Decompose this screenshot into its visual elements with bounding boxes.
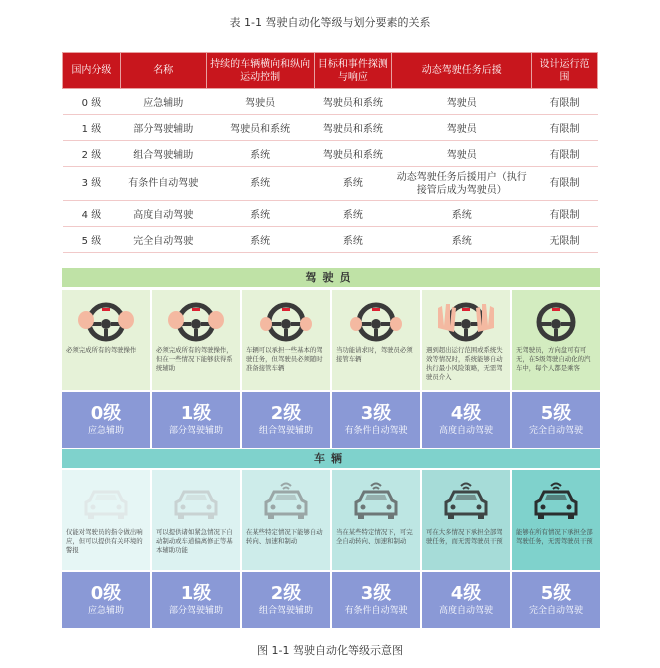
card-description: 无驾驶员，方向盘可有可无，在5级驾驶自动化的汽车中，每个人都是乘客 bbox=[516, 346, 591, 372]
table-cell: 动态驾驶任务后援用户（执行接管后成为驾驶员） bbox=[392, 167, 532, 201]
level-tile bbox=[242, 392, 330, 448]
table-cell: 有条件自动驾驶 bbox=[120, 167, 206, 201]
level-number: 2级 bbox=[270, 583, 302, 604]
vehicle-card bbox=[422, 470, 510, 570]
level-tile bbox=[512, 572, 600, 628]
table-header: 设计运行范围 bbox=[532, 53, 598, 89]
driver-card bbox=[332, 290, 420, 390]
level-name: 有条件自动驾驶 bbox=[344, 426, 408, 436]
level-name: 完全自动驾驶 bbox=[528, 426, 583, 436]
table-row bbox=[63, 115, 598, 141]
driver-card bbox=[62, 290, 150, 390]
table-cell: 驾驶员和系统 bbox=[314, 141, 392, 167]
level-tile bbox=[62, 572, 150, 628]
level-name: 有条件自动驾驶 bbox=[344, 606, 408, 616]
table-header: 持续的车辆横向和纵向运动控制 bbox=[206, 53, 314, 89]
steering-wheel-icon bbox=[242, 298, 330, 344]
driver-card bbox=[242, 290, 330, 390]
table-cell: 驾驶员 bbox=[392, 141, 532, 167]
vehicle-section-title: 车辆 bbox=[62, 449, 600, 468]
level-number: 2级 bbox=[270, 403, 302, 424]
table-row bbox=[63, 141, 598, 167]
vehicle-card bbox=[152, 470, 240, 570]
table-cell: 驾驶员和系统 bbox=[206, 115, 314, 141]
table-cell: 部分驾驶辅助 bbox=[120, 115, 206, 141]
table-row bbox=[63, 89, 598, 115]
vehicle-card bbox=[332, 470, 420, 570]
steering-wheel-icon bbox=[62, 298, 150, 344]
level-name: 应急辅助 bbox=[87, 606, 124, 616]
table-cell: 系统 bbox=[206, 201, 314, 227]
card-description: 仅能对驾驶员的指令做出响应，但可以提供有关环境的警报 bbox=[66, 528, 143, 554]
table-cell: 无限制 bbox=[532, 227, 598, 253]
level-row-vehicle bbox=[62, 572, 600, 628]
table-cell: 组合驾驶辅助 bbox=[120, 141, 206, 167]
car-icon bbox=[332, 478, 420, 524]
table-header: 动态驾驶任务后援 bbox=[392, 53, 532, 89]
level-name: 部分驾驶辅助 bbox=[168, 606, 223, 616]
card-description: 可以提供诸如紧急情况下自动制动或车道偏离修正等基本辅助功能 bbox=[156, 528, 233, 554]
level-name: 应急辅助 bbox=[87, 426, 124, 436]
steering-wheel-icon bbox=[422, 298, 510, 344]
level-number: 3级 bbox=[360, 403, 392, 424]
level-number: 3级 bbox=[360, 583, 392, 604]
table-cell: 1 级 bbox=[63, 115, 121, 141]
steering-wheel-icon bbox=[152, 298, 240, 344]
level-name: 部分驾驶辅助 bbox=[168, 426, 223, 436]
levels-table bbox=[62, 52, 598, 253]
table-row bbox=[63, 167, 598, 201]
car-icon bbox=[62, 478, 150, 524]
table-cell: 有限制 bbox=[532, 115, 598, 141]
level-name: 完全自动驾驶 bbox=[528, 606, 583, 616]
level-tile bbox=[62, 392, 150, 448]
level-tile bbox=[512, 392, 600, 448]
table-cell: 有限制 bbox=[532, 201, 598, 227]
card-description: 必须完成所有的驾驶操作 bbox=[66, 346, 137, 354]
table-cell: 系统 bbox=[392, 227, 532, 253]
table-cell: 高度自动驾驶 bbox=[120, 201, 206, 227]
table-cell: 系统 bbox=[314, 201, 392, 227]
driver-card bbox=[152, 290, 240, 390]
vehicle-card bbox=[62, 470, 150, 570]
table-cell: 0 级 bbox=[63, 89, 121, 115]
level-number: 4级 bbox=[450, 583, 482, 604]
level-number: 4级 bbox=[450, 403, 482, 424]
level-number: 1级 bbox=[180, 403, 212, 424]
driver-card bbox=[422, 290, 510, 390]
card-description: 车辆可以承担一些基本的驾驶任务，但驾驶员必须随时准备接管车辆 bbox=[246, 346, 323, 372]
level-tile bbox=[332, 572, 420, 628]
driver-grid bbox=[62, 290, 600, 390]
level-tile bbox=[422, 392, 510, 448]
level-tile bbox=[332, 392, 420, 448]
level-tile bbox=[242, 572, 330, 628]
car-icon bbox=[152, 478, 240, 524]
vehicle-card bbox=[242, 470, 330, 570]
table-cell: 驾驶员和系统 bbox=[314, 89, 392, 115]
car-icon bbox=[422, 478, 510, 524]
level-tile bbox=[152, 572, 240, 628]
table-cell: 驾驶员 bbox=[206, 89, 314, 115]
table-row bbox=[63, 201, 598, 227]
car-icon bbox=[242, 478, 330, 524]
table-cell: 系统 bbox=[206, 167, 314, 201]
table-header: 国内分级 bbox=[63, 53, 121, 89]
table-cell: 应急辅助 bbox=[120, 89, 206, 115]
level-number: 0级 bbox=[90, 583, 122, 604]
level-tile bbox=[422, 572, 510, 628]
card-description: 必须完成所有的驾驶操作，但在一些情况下能够获得系统辅助 bbox=[156, 346, 233, 372]
table-cell: 系统 bbox=[392, 201, 532, 227]
card-description: 在某些特定情况下能够自动转向、加速和制动 bbox=[246, 528, 323, 545]
level-number: 5级 bbox=[540, 403, 572, 424]
table-cell: 有限制 bbox=[532, 167, 598, 201]
table-cell: 驾驶员 bbox=[392, 115, 532, 141]
card-description: 遇到超出运行范围或系统失效等情况时，系统能够自动执行最小风险策略，无需驾驶员介入 bbox=[426, 346, 503, 381]
driver-card bbox=[512, 290, 600, 390]
steering-wheel-icon bbox=[332, 298, 420, 344]
table-cell: 有限制 bbox=[532, 141, 598, 167]
level-row-driver bbox=[62, 392, 600, 448]
car-icon bbox=[512, 478, 600, 524]
table-cell: 驾驶员 bbox=[392, 89, 532, 115]
table-row bbox=[63, 227, 598, 253]
table-cell: 系统 bbox=[206, 141, 314, 167]
level-number: 1级 bbox=[180, 583, 212, 604]
level-number: 0级 bbox=[90, 403, 122, 424]
level-name: 组合驾驶辅助 bbox=[258, 426, 313, 436]
table-header-row bbox=[63, 53, 598, 89]
level-tile bbox=[152, 392, 240, 448]
table-cell: 5 级 bbox=[63, 227, 121, 253]
table-cell: 系统 bbox=[314, 167, 392, 201]
figure-caption: 图 1-1 驾驶自动化等级示意图 bbox=[257, 644, 403, 657]
table-cell: 3 级 bbox=[63, 167, 121, 201]
card-description: 当功能请求时，驾驶员必须接管车辆 bbox=[336, 346, 413, 363]
card-description: 能够在所有情况下承担全部驾驶任务，无需驾驶员干预 bbox=[516, 528, 593, 545]
table-header: 名称 bbox=[120, 53, 206, 89]
table-cell: 2 级 bbox=[63, 141, 121, 167]
driver-section-title: 驾驶员 bbox=[62, 268, 600, 287]
table-cell: 驾驶员和系统 bbox=[314, 115, 392, 141]
level-name: 组合驾驶辅助 bbox=[258, 606, 313, 616]
card-description: 可在大多情况下承担全部驾驶任务，而无需驾驶员干预 bbox=[426, 528, 503, 545]
level-name: 高度自动驾驶 bbox=[438, 606, 493, 616]
level-name: 高度自动驾驶 bbox=[438, 426, 493, 436]
table-cell: 有限制 bbox=[532, 89, 598, 115]
card-description: 当在某些特定情况下，可完全自动转向、加速和制动 bbox=[336, 528, 413, 545]
steering-wheel-icon bbox=[512, 298, 600, 344]
table-header: 目标和事件探测与响应 bbox=[314, 53, 392, 89]
table-cell: 系统 bbox=[206, 227, 314, 253]
vehicle-card bbox=[512, 470, 600, 570]
table-cell: 完全自动驾驶 bbox=[120, 227, 206, 253]
table-cell: 系统 bbox=[314, 227, 392, 253]
table-cell: 4 级 bbox=[63, 201, 121, 227]
level-number: 5级 bbox=[540, 583, 572, 604]
table-caption: 表 1-1 驾驶自动化等级与划分要素的关系 bbox=[229, 16, 431, 29]
vehicle-grid bbox=[62, 470, 600, 570]
